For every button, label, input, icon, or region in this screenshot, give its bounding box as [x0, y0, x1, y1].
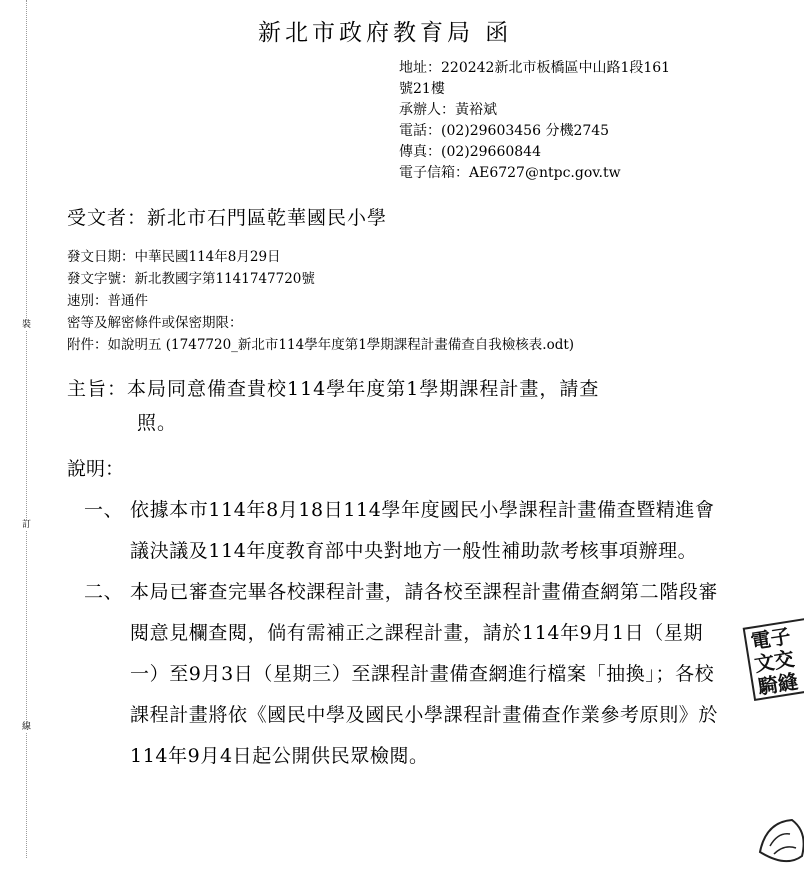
item-text: 本局已審查完畢各校課程計畫，請各校至課程計畫備查網第二階段審閱意見欄查閱，倘有需補正之課程計畫，請於114年9月1日（星期一）至9月3日（星期三）至課程計畫備查網進行檔案「抽換」；各校課程計畫將依《國民中學及國民小學課程計畫備查作業參考原則》於114年9月4日起公開供民眾檢閱。 — [130, 581, 719, 767]
explanation-items — [84, 490, 724, 777]
sender-contact-person: 承辦人：黃裕斌 — [399, 102, 497, 118]
explanation-item-1 — [84, 490, 724, 572]
sender-email: 電子信箱：AE6727@ntpc.gov.tw — [399, 165, 621, 181]
sender-fax: 傳真：(02)29660844 — [399, 144, 541, 160]
sender-address-line1: 地址：220242新北市板橋區中山路1段161 — [399, 60, 671, 76]
explanation-item-2 — [84, 572, 724, 777]
item-number: 二、 — [84, 581, 124, 603]
electronic-exchange-stamp — [743, 617, 804, 701]
document-number: 發文字號：新北教國字第1141747720號 — [67, 271, 315, 287]
document-title: 新北市政府教育局 函 — [258, 20, 513, 46]
stamp-row2: 文交 — [752, 646, 796, 677]
item-text: 依據本市114年8月18日114學年度國民小學課程計畫備查暨精進會議決議及114年度教育部中央對地方一般性補助款考核事項辦理。 — [130, 499, 715, 562]
seal-icon — [752, 812, 804, 872]
subject-line2: 照。 — [137, 412, 178, 434]
stamp-row3: 騎縫 — [756, 669, 800, 700]
recipient: 受文者：新北市石門區乾華國民小學 — [67, 207, 388, 229]
binding-mark-bottom: 線 — [22, 722, 32, 732]
sender-phone: 電話：(02)29603456 分機2745 — [399, 123, 610, 139]
subject — [67, 372, 677, 440]
document-meta — [67, 246, 574, 356]
classification: 密等及解密條件或保密期限： — [67, 315, 243, 331]
binding-mark-middle: 訂 — [22, 520, 32, 530]
attachment: 附件：如說明五 (1747720_新北市114學年度第1學期課程計畫備查自我檢核表.odt) — [67, 337, 575, 353]
speed-type: 速別：普通件 — [67, 293, 148, 309]
item-number: 一、 — [84, 499, 124, 521]
explanation-label: 說明： — [67, 458, 125, 480]
issue-date: 發文日期：中華民國114年8月29日 — [67, 249, 281, 265]
binding-mark-top: 裝 — [22, 320, 32, 330]
sender-address-line2: 號21樓 — [399, 81, 445, 97]
sender-info — [399, 58, 670, 184]
subject-line1: 主旨：本局同意備查貴校114學年度第1學期課程計畫，請查 — [67, 378, 600, 400]
stamp-row1: 電子 — [749, 623, 793, 654]
